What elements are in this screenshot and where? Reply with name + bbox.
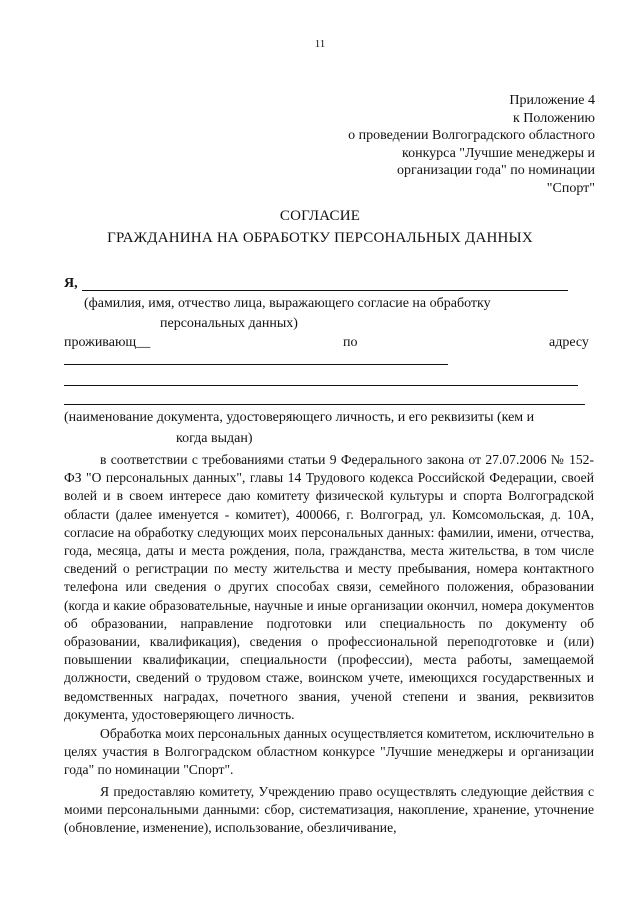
appendix-line: "Спорт"	[546, 180, 595, 196]
document-subtitle: ГРАЖДАНИНА НА ОБРАБОТКУ ПЕРСОНАЛЬНЫХ ДАННЫХ	[107, 230, 533, 246]
address-field-line[interactable]	[64, 364, 448, 365]
consent-body	[64, 725, 594, 780]
fio-caption: персональных данных)	[160, 316, 298, 331]
i-label: Я,	[64, 276, 78, 291]
consent-body	[64, 783, 594, 838]
consent-body	[64, 451, 594, 724]
residing-po: по	[343, 335, 358, 350]
page-number: 11	[314, 38, 326, 50]
residing-address-label: адресу	[549, 335, 589, 350]
appendix-line: организации года" по номинации	[397, 163, 595, 179]
consent-paragraph: в соответствии с требованиями статьи 9 Федерального закона от 27.07.2006 № 152-ФЗ "О персональных данных", главы 14 Трудового кодекса Российской Федерации, своей волей и в своем интересе даю комитету физической культуры и спорта Волгоградской области (далее именуется - комитет), 400066, г. Волгоград, ул. Комсомольская, д. 10А, согласие на обработку следующих моих персональных данных: фамилии, имени, отчества, года, месяца, даты и места рождения, пола, гражданства, места жительства, в том числе сведений о регистрации по месту жительства и месту пребывания, номера контактного телефона или сведения о других способах связи, семейного положения, образовании (когда и какие образовательные, научные и иные организации окончил, номера документов об образовании, направление подготовки или специальность по документу об образовании, квалификация), сведения о профессиональной переподготовке и (или) повышении квалификации, специальности (профессии), места работы, замещаемой должности, сведений о трудовом стаже, воинском учете, имеющихся государственных и ведомственных наградах, почетного звания, ученой степени и звания, реквизитов документа, удостоверяющего личность.	[64, 452, 594, 722]
fio-field-line[interactable]	[82, 290, 568, 291]
document-title: СОГЛАСИЕ	[279, 208, 361, 224]
appendix-line: Приложение 4	[509, 93, 595, 108]
appendix-line: конкурса "Лучшие менеджеры и	[402, 145, 595, 161]
appendix-header	[265, 92, 595, 198]
document-caption: когда выдан)	[176, 431, 253, 446]
rights-paragraph: Я предоставляю комитету, Учреждению право осуществлять следующие действия с моими персональными данными: сбор, систематизация, накопление, хранение, уточнение (обновление, изменение), использование, обезличивание,	[64, 784, 594, 836]
appendix-line: к Положению	[512, 110, 595, 126]
processing-purpose-paragraph: Обработка моих персональных данных осуществляется комитетом, исключительно в целях участия в Волгоградском областном конкурсе "Лучшие менеджеры и организации года" по номинации "Спорт".	[64, 726, 594, 778]
document-field-line[interactable]	[64, 404, 585, 405]
appendix-line: о проведении Волгоградского областного	[348, 128, 595, 144]
fio-caption: (фамилия, имя, отчество лица, выражающего согласие на обработку	[84, 296, 491, 311]
document-caption: (наименование документа, удостоверяющего личность, и его реквизиты (кем и	[64, 410, 535, 425]
address-field-line[interactable]	[64, 385, 578, 386]
residing-label: проживающ__	[64, 335, 151, 350]
